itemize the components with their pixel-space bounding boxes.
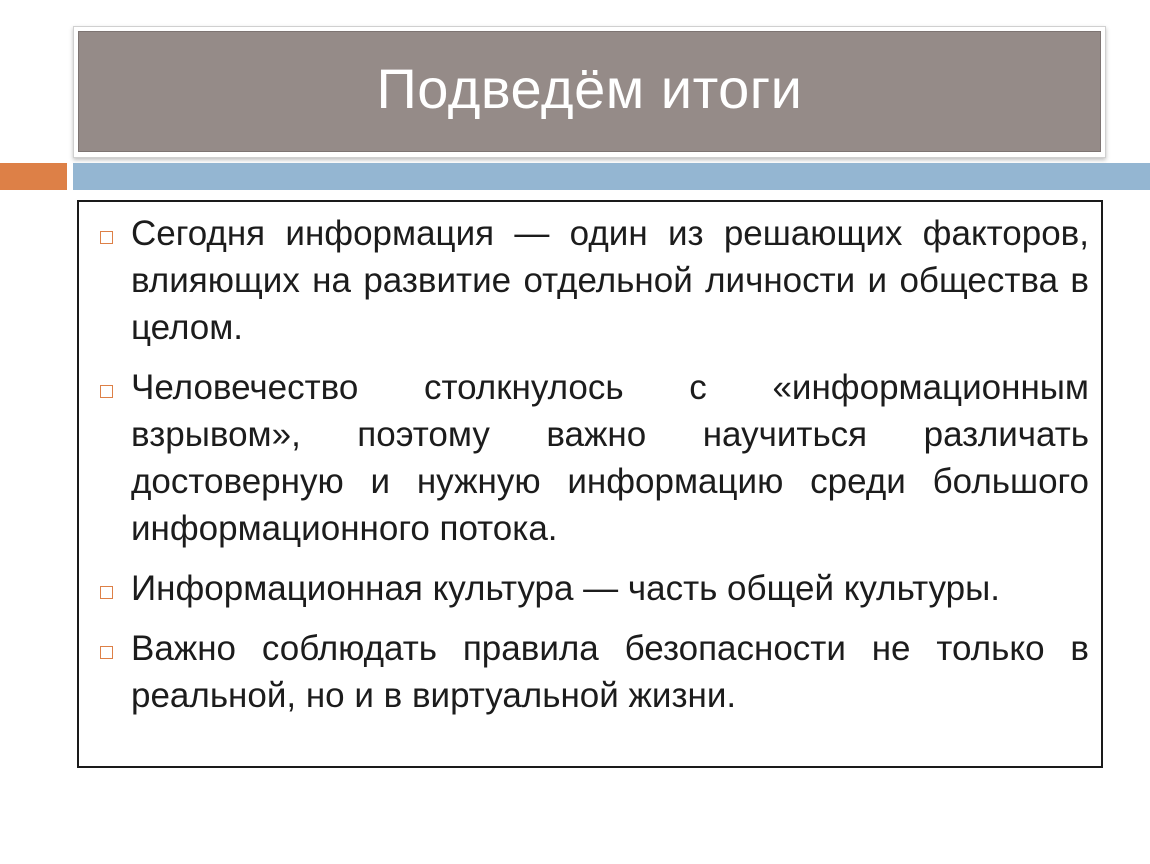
- accent-bar-blue: [73, 163, 1150, 190]
- bullet-text: Человечество столкнулось с «информационным взрывом», поэтому важно научиться различать достоверную и нужную информацию среди большого информационного потока.: [131, 368, 1089, 548]
- square-bullet-icon: [100, 586, 113, 599]
- bullet-list: [97, 210, 1089, 719]
- title-box: [78, 31, 1101, 152]
- square-bullet-icon: [100, 385, 113, 398]
- bullet-text: Важно соблюдать правила безопасности не только в реальной, но и в виртуальной жизни.: [131, 629, 1089, 715]
- square-bullet-icon: [100, 231, 113, 244]
- slide-title: Подведём итоги: [376, 57, 803, 120]
- bullet-item: [97, 364, 1089, 552]
- bullet-text: Информационная культура — часть общей культуры.: [131, 569, 1000, 608]
- bullet-item: [97, 625, 1089, 719]
- accent-bar-orange: [0, 163, 67, 190]
- square-bullet-icon: [100, 646, 113, 659]
- bullet-text: Сегодня информация — один из решающих факторов, влияющих на развитие отдельной личности и общества в целом.: [131, 214, 1089, 347]
- content-box: [77, 200, 1103, 768]
- bullet-item: [97, 565, 1089, 612]
- bullet-item: [97, 210, 1089, 351]
